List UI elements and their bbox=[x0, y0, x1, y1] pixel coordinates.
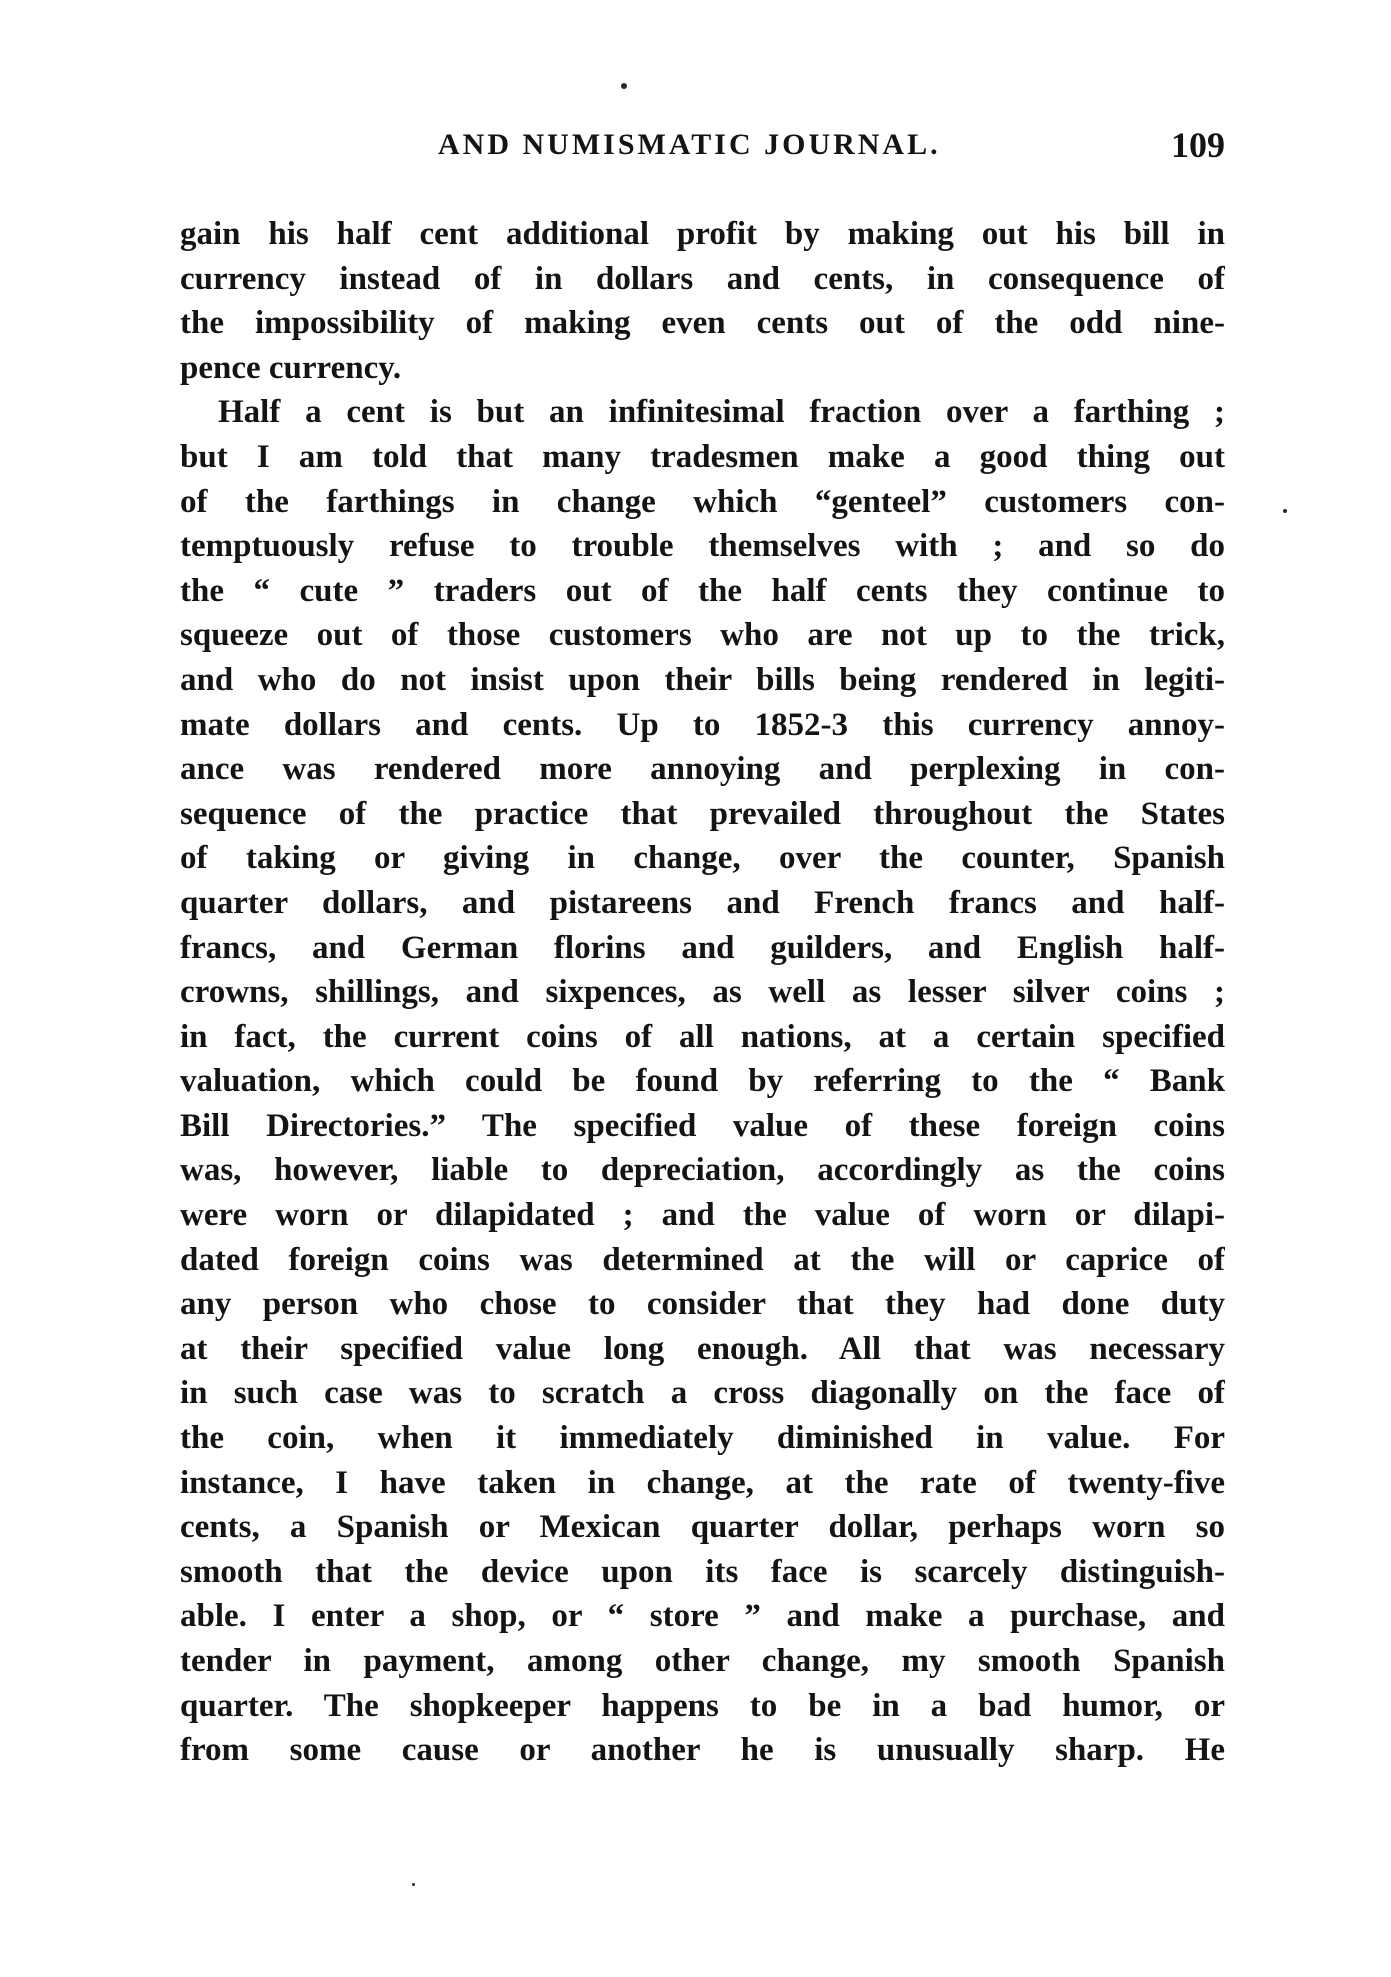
text-line: gain his half cent additional profit by making out his bill in bbox=[180, 216, 1225, 252]
text-line: in fact, the current coins of all nations, at a certain specified bbox=[180, 1018, 1225, 1055]
text-line: of the farthings in change which “genteel” customers con- bbox=[180, 483, 1225, 520]
paragraph-first-line: Half a cent is but an infinitesimal fraction over a farthing ; bbox=[218, 394, 1225, 431]
text-line: valuation, which could be found by referring to the “ Bank bbox=[180, 1063, 1225, 1100]
body-text bbox=[180, 212, 1225, 1773]
text-line: ance was rendered more annoying and perplexing in con- bbox=[180, 751, 1225, 788]
text-line: was, however, liable to depreciation, accordingly as the coins bbox=[180, 1152, 1225, 1189]
text-line: mate dollars and cents. Up to 1852-3 this currency annoy- bbox=[180, 706, 1225, 743]
text-line: any person who chose to consider that they had done duty bbox=[180, 1286, 1225, 1323]
text-line: crowns, shillings, and sixpences, as well as lesser silver coins ; bbox=[180, 974, 1225, 1011]
text-line: temptuously refuse to trouble themselves with ; and so do bbox=[180, 528, 1225, 565]
text-line: but I am told that many tradesmen make a good thing out bbox=[180, 438, 1225, 475]
text-line: the impossibility of making even cents out of the odd nine- bbox=[180, 305, 1225, 342]
text-line: pence currency. bbox=[180, 349, 402, 386]
page-number: 109 bbox=[1171, 125, 1225, 165]
text-line: were worn or dilapidated ; and the value of worn or dilapi- bbox=[180, 1197, 1225, 1234]
text-line: from some cause or another he is unusually sharp. He bbox=[180, 1732, 1225, 1769]
text-line: quarter dollars, and pistareens and French francs and half- bbox=[180, 884, 1225, 921]
text-line: smooth that the device upon its face is scarcely distinguish- bbox=[180, 1553, 1225, 1590]
text-line: currency instead of in dollars and cents, in consequence of bbox=[180, 260, 1225, 297]
text-line: and who do not insist upon their bills being rendered in legiti- bbox=[180, 661, 1225, 698]
text-line: Bill Directories.” The specified value of these foreign coins bbox=[180, 1107, 1225, 1144]
text-line: the “ cute ” traders out of the half cents they continue to bbox=[180, 572, 1225, 609]
text-line: the coin, when it immediately diminished in value. For bbox=[180, 1420, 1225, 1457]
text-line: at their specified value long enough. All that was necessary bbox=[180, 1330, 1225, 1367]
text-line: instance, I have taken in change, at the rate of twenty-five bbox=[180, 1464, 1225, 1501]
text-line: cents, a Spanish or Mexican quarter dollar, perhaps worn so bbox=[180, 1509, 1225, 1546]
page-header bbox=[180, 125, 1225, 168]
text-line: francs, and German florins and guilders, and English half- bbox=[180, 929, 1225, 966]
text-line: quarter. The shopkeeper happens to be in a bad humor, or bbox=[180, 1687, 1225, 1724]
text-line: squeeze out of those customers who are not up to the trick, bbox=[180, 617, 1225, 654]
text-line: tender in payment, among other change, my smooth Spanish bbox=[180, 1643, 1225, 1679]
text-line: dated foreign coins was determined at the will or caprice of bbox=[180, 1241, 1225, 1278]
ink-speck bbox=[412, 1883, 415, 1886]
text-line: able. I enter a shop, or “ store ” and make a purchase, and bbox=[180, 1598, 1225, 1635]
ink-speck bbox=[1283, 509, 1287, 513]
text-line: sequence of the practice that prevailed throughout the States bbox=[180, 795, 1225, 832]
text-line: of taking or giving in change, over the counter, Spanish bbox=[180, 840, 1225, 877]
running-head: AND NUMISMATIC JOURNAL. bbox=[438, 128, 941, 161]
ink-speck bbox=[621, 83, 627, 89]
text-line: in such case was to scratch a cross diagonally on the face of bbox=[180, 1375, 1225, 1412]
